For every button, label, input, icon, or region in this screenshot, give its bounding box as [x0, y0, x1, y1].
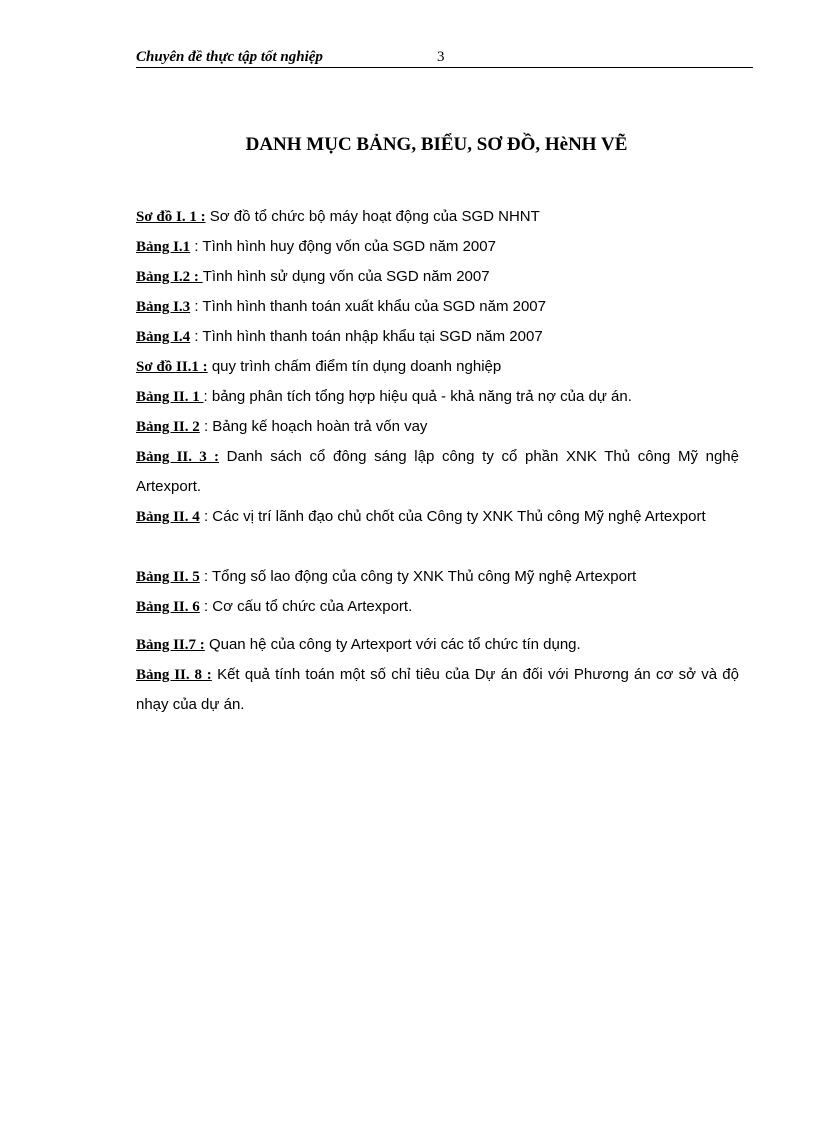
entry-label: Bảng II.7 : — [136, 637, 205, 653]
entry-label: Bảng I.4 — [136, 329, 191, 345]
entry-text: : Tổng số lao động của công ty XNK Thủ công Mỹ nghệ Artexport — [199, 568, 637, 585]
list-item — [136, 442, 739, 502]
page-header — [136, 48, 753, 68]
entry-text: : bảng phân tích tổng hợp hiệu quả - khả năng trả nợ của dự án. — [203, 388, 632, 405]
entry-text: quy trình chấm điểm tín dụng doanh nghiệp — [207, 358, 502, 375]
entry-label: Bảng II. 6 — [136, 599, 200, 615]
page-number: 3 — [437, 49, 445, 65]
entry-label: Sơ đồ II.1 : — [136, 359, 208, 375]
list-item — [136, 502, 739, 532]
entry-text: : Tình hình huy động vốn của SGD năm 2007 — [190, 238, 496, 255]
entry-text: Quan hệ của công ty Artexport với các tổ chức tín dụng. — [204, 636, 581, 653]
list-item — [136, 322, 739, 352]
entry-label: Bảng I.2 : — [136, 269, 203, 285]
entry-text: Tình hình sử dụng vốn của SGD năm 2007 — [202, 268, 490, 285]
entry-label: Bảng I.1 — [136, 239, 191, 255]
entry-text: Kết quả tính toán một số chỉ tiêu của Dự án đối với Phương án cơ sở và độ nhạy của dự án. — [136, 666, 739, 713]
list-item — [136, 412, 739, 442]
entry-text: : Tình hình thanh toán nhập khẩu tại SGD năm 2007 — [190, 328, 543, 345]
list-item — [136, 630, 739, 660]
entry-text: : Tình hình thanh toán xuất khẩu của SGD năm 2007 — [190, 298, 546, 315]
list-item — [136, 352, 739, 382]
list-item — [136, 292, 739, 322]
entry-label: Bảng II. 8 : — [136, 667, 212, 683]
entry-label: Bảng II. 1 — [136, 389, 204, 405]
entry-text: : Cơ cấu tổ chức của Artexport. — [199, 598, 413, 615]
entry-label: Bảng II. 3 : — [136, 449, 220, 465]
entry-label: Sơ đồ I. 1 : — [136, 209, 206, 225]
entry-label: Bảng II. 5 — [136, 569, 200, 585]
header-title: Chuyên đề thực tập tốt nghiệp — [136, 49, 323, 65]
list-item — [136, 592, 739, 622]
document-title: DANH MỤC BẢNG, BIỂU, SƠ ĐỒ, HèNH VẼ — [245, 134, 628, 155]
entry-label: Bảng II. 4 — [136, 509, 200, 525]
entry-text: Sơ đồ tổ chức bộ máy hoạt động của SGD NHNT — [205, 208, 540, 225]
list-item — [136, 382, 739, 412]
entry-label: Bảng I.3 — [136, 299, 191, 315]
entry-label: Bảng II. 2 — [136, 419, 200, 435]
entry-text: Danh sách cổ đông sáng lập công ty cổ phần XNK Thủ công Mỹ nghệ Artexport. — [136, 448, 739, 495]
entry-text: : Bảng kế hoạch hoàn trả vốn vay — [199, 418, 428, 435]
list-item — [136, 660, 739, 720]
list-item — [136, 562, 739, 592]
list-item — [136, 202, 739, 232]
list-item — [136, 262, 739, 292]
list-item — [136, 232, 739, 262]
entry-text: : Các vị trí lãnh đạo chủ chốt của Công ty XNK Thủ công Mỹ nghệ Artexport — [199, 508, 706, 525]
